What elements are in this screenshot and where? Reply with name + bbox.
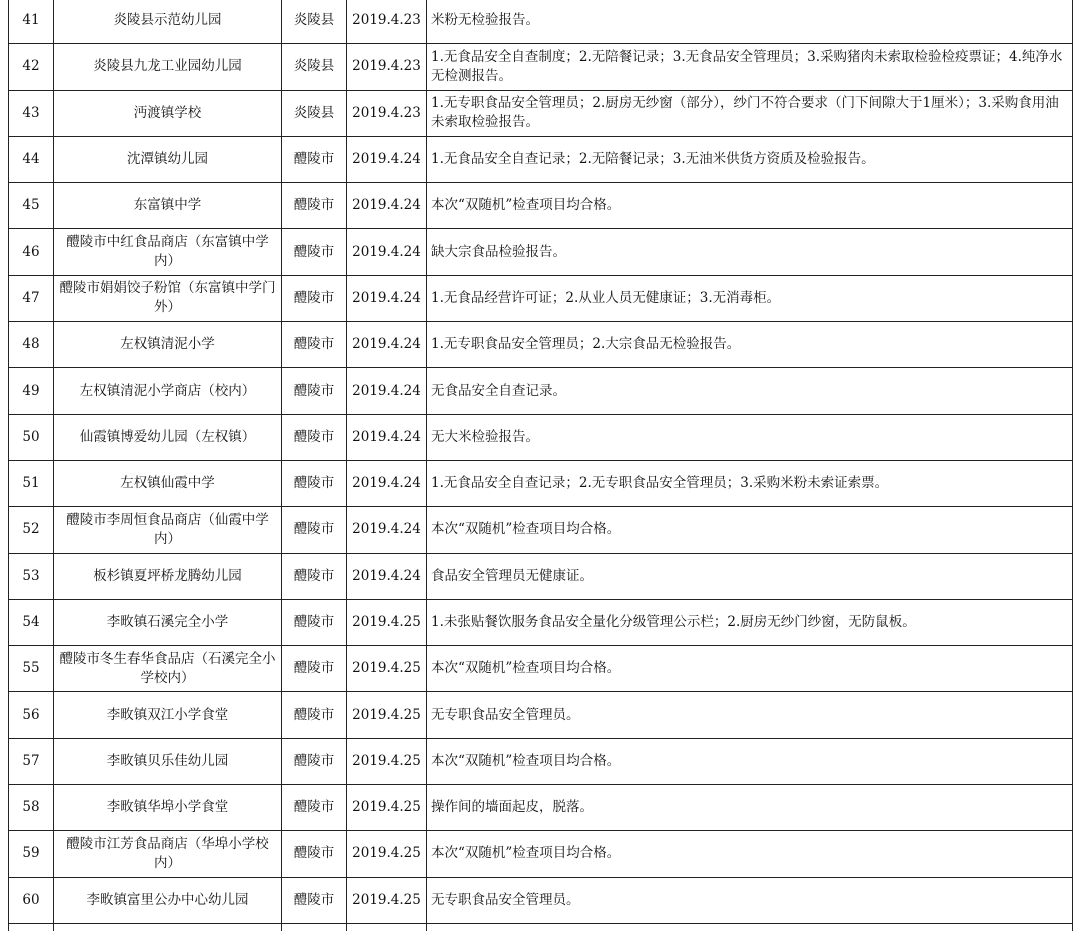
inspection-date: 2019.4.23 bbox=[347, 90, 427, 136]
row-number: 42 bbox=[9, 44, 54, 90]
region: 醴陵市 bbox=[282, 646, 347, 692]
inspected-unit: 李畋镇石溪完全小学 bbox=[54, 599, 282, 645]
table-row bbox=[9, 831, 1073, 877]
region: 醴陵市 bbox=[282, 322, 347, 368]
inspected-unit: 醴陵市冬生春华食品店（石溪完全小学校内） bbox=[54, 646, 282, 692]
inspected-unit: 醴陵市娟娟饺子粉馆（东富镇中学门外） bbox=[54, 275, 282, 321]
inspected-unit: 醴陵市中红食品商店（东富镇中学内） bbox=[54, 229, 282, 275]
region: 醴陵市 bbox=[282, 831, 347, 877]
inspected-unit: 李畋镇华埠小学食堂 bbox=[54, 785, 282, 831]
inspected-unit: 炎陵县九龙工业园幼儿园 bbox=[54, 44, 282, 90]
inspected-unit: 左权镇仙霞中学 bbox=[54, 460, 282, 506]
region: 醴陵市 bbox=[282, 553, 347, 599]
empty-cell bbox=[347, 923, 427, 931]
inspected-unit: 李畋镇贝乐佳幼儿园 bbox=[54, 738, 282, 784]
inspection-results-table bbox=[8, 0, 1073, 931]
issues-found: 1.无专职食品安全管理员；2.大宗食品无检验报告。 bbox=[427, 322, 1073, 368]
table-row bbox=[9, 507, 1073, 553]
table-row bbox=[9, 322, 1073, 368]
region: 炎陵县 bbox=[282, 44, 347, 90]
issues-found: 1.无食品安全自查记录；2.无陪餐记录；3.无油米供货方资质及检验报告。 bbox=[427, 136, 1073, 182]
inspected-unit: 炎陵县示范幼儿园 bbox=[54, 0, 282, 44]
region: 醴陵市 bbox=[282, 183, 347, 229]
table-row bbox=[9, 646, 1073, 692]
inspected-unit: 左权镇清泥小学 bbox=[54, 322, 282, 368]
region: 醴陵市 bbox=[282, 877, 347, 923]
table-row bbox=[9, 877, 1073, 923]
inspected-unit: 醴陵市李周恒食品商店（仙霞中学内） bbox=[54, 507, 282, 553]
issues-found: 操作间的墙面起皮，脱落。 bbox=[427, 785, 1073, 831]
inspection-date: 2019.4.24 bbox=[347, 553, 427, 599]
region: 醴陵市 bbox=[282, 785, 347, 831]
empty-cell bbox=[282, 923, 347, 931]
row-number: 50 bbox=[9, 414, 54, 460]
inspected-unit: 左权镇清泥小学商店（校内） bbox=[54, 368, 282, 414]
inspected-unit: 李畋镇双江小学食堂 bbox=[54, 692, 282, 738]
issues-found: 本次“双随机”检查项目均合格。 bbox=[427, 831, 1073, 877]
inspected-unit: 沈潭镇幼儿园 bbox=[54, 136, 282, 182]
inspection-date: 2019.4.24 bbox=[347, 414, 427, 460]
region: 炎陵县 bbox=[282, 0, 347, 44]
table-row bbox=[9, 0, 1073, 44]
inspected-unit: 板杉镇夏坪桥龙腾幼儿园 bbox=[54, 553, 282, 599]
issues-found: 1.无专职食品安全管理员；2.厨房无纱窗（部分），纱门不符合要求（门下间隙大于1厘米）；3.采购食用油未索取检验报告。 bbox=[427, 90, 1073, 136]
row-number: 56 bbox=[9, 692, 54, 738]
table-row bbox=[9, 44, 1073, 90]
region: 醴陵市 bbox=[282, 692, 347, 738]
region: 醴陵市 bbox=[282, 738, 347, 784]
empty-cell bbox=[9, 923, 54, 931]
row-number: 53 bbox=[9, 553, 54, 599]
empty-cell bbox=[427, 923, 1073, 931]
region: 醴陵市 bbox=[282, 229, 347, 275]
inspection-date: 2019.4.24 bbox=[347, 322, 427, 368]
region: 醴陵市 bbox=[282, 507, 347, 553]
row-number: 44 bbox=[9, 136, 54, 182]
row-number: 51 bbox=[9, 460, 54, 506]
table-row bbox=[9, 183, 1073, 229]
empty-cell bbox=[54, 923, 282, 931]
row-number: 60 bbox=[9, 877, 54, 923]
row-number: 58 bbox=[9, 785, 54, 831]
inspection-table-wrapper bbox=[8, 0, 1080, 931]
row-number: 45 bbox=[9, 183, 54, 229]
table-row bbox=[9, 460, 1073, 506]
issues-found: 无大米检验报告。 bbox=[427, 414, 1073, 460]
table-row bbox=[9, 90, 1073, 136]
row-number: 49 bbox=[9, 368, 54, 414]
table-row bbox=[9, 738, 1073, 784]
table-row bbox=[9, 229, 1073, 275]
region: 炎陵县 bbox=[282, 90, 347, 136]
issues-found: 1.无食品安全自查制度；2.无陪餐记录；3.无食品安全管理员；3.采购猪肉未索取检验检疫票证；4.纯净水无检测报告。 bbox=[427, 44, 1073, 90]
inspection-date: 2019.4.25 bbox=[347, 831, 427, 877]
inspection-date: 2019.4.24 bbox=[347, 183, 427, 229]
issues-found: 无专职食品安全管理员。 bbox=[427, 692, 1073, 738]
issues-found: 米粉无检验报告。 bbox=[427, 0, 1073, 44]
table-row bbox=[9, 553, 1073, 599]
issues-found: 无食品安全自查记录。 bbox=[427, 368, 1073, 414]
issues-found: 无专职食品安全管理员。 bbox=[427, 877, 1073, 923]
region: 醴陵市 bbox=[282, 368, 347, 414]
inspection-date: 2019.4.23 bbox=[347, 0, 427, 44]
inspection-date: 2019.4.24 bbox=[347, 368, 427, 414]
issues-found: 本次“双随机”检查项目均合格。 bbox=[427, 507, 1073, 553]
row-number: 52 bbox=[9, 507, 54, 553]
issues-found: 1.无食品经营许可证；2.从业人员无健康证；3.无消毒柜。 bbox=[427, 275, 1073, 321]
inspected-unit: 醴陵市江芳食品商店（华埠小学校内） bbox=[54, 831, 282, 877]
region: 醴陵市 bbox=[282, 414, 347, 460]
row-number: 41 bbox=[9, 0, 54, 44]
issues-found: 本次“双随机”检查项目均合格。 bbox=[427, 738, 1073, 784]
issues-found: 本次“双随机”检查项目均合格。 bbox=[427, 646, 1073, 692]
table-row bbox=[9, 275, 1073, 321]
table-row bbox=[9, 136, 1073, 182]
inspected-unit: 李畋镇富里公办中心幼儿园 bbox=[54, 877, 282, 923]
inspection-date: 2019.4.25 bbox=[347, 738, 427, 784]
table-row bbox=[9, 599, 1073, 645]
region: 醴陵市 bbox=[282, 136, 347, 182]
inspection-date: 2019.4.25 bbox=[347, 599, 427, 645]
row-number: 59 bbox=[9, 831, 54, 877]
row-number: 43 bbox=[9, 90, 54, 136]
issues-found: 1.无食品安全自查记录；2.无专职食品安全管理员；3.采购米粉未索证索票。 bbox=[427, 460, 1073, 506]
region: 醴陵市 bbox=[282, 275, 347, 321]
issues-found: 1.未张贴餐饮服务食品安全量化分级管理公示栏；2.厨房无纱门纱窗，无防鼠板。 bbox=[427, 599, 1073, 645]
inspection-date: 2019.4.24 bbox=[347, 460, 427, 506]
table-row bbox=[9, 368, 1073, 414]
issues-found: 缺大宗食品检验报告。 bbox=[427, 229, 1073, 275]
table-row-partial bbox=[9, 923, 1073, 931]
inspection-date: 2019.4.23 bbox=[347, 44, 427, 90]
inspected-unit: 沔渡镇学校 bbox=[54, 90, 282, 136]
inspection-date: 2019.4.25 bbox=[347, 877, 427, 923]
region: 醴陵市 bbox=[282, 599, 347, 645]
inspected-unit: 仙霞镇博爱幼儿园（左权镇） bbox=[54, 414, 282, 460]
table-row bbox=[9, 692, 1073, 738]
region: 醴陵市 bbox=[282, 460, 347, 506]
inspection-date: 2019.4.24 bbox=[347, 229, 427, 275]
inspected-unit: 东富镇中学 bbox=[54, 183, 282, 229]
row-number: 55 bbox=[9, 646, 54, 692]
inspection-date: 2019.4.25 bbox=[347, 692, 427, 738]
inspection-date: 2019.4.25 bbox=[347, 646, 427, 692]
row-number: 48 bbox=[9, 322, 54, 368]
inspection-date: 2019.4.25 bbox=[347, 785, 427, 831]
row-number: 46 bbox=[9, 229, 54, 275]
inspection-date: 2019.4.24 bbox=[347, 275, 427, 321]
table-row bbox=[9, 414, 1073, 460]
table-body bbox=[9, 0, 1073, 931]
issues-found: 食品安全管理员无健康证。 bbox=[427, 553, 1073, 599]
table-row bbox=[9, 785, 1073, 831]
row-number: 54 bbox=[9, 599, 54, 645]
row-number: 57 bbox=[9, 738, 54, 784]
row-number: 47 bbox=[9, 275, 54, 321]
inspection-date: 2019.4.24 bbox=[347, 136, 427, 182]
inspection-date: 2019.4.24 bbox=[347, 507, 427, 553]
issues-found: 本次“双随机”检查项目均合格。 bbox=[427, 183, 1073, 229]
